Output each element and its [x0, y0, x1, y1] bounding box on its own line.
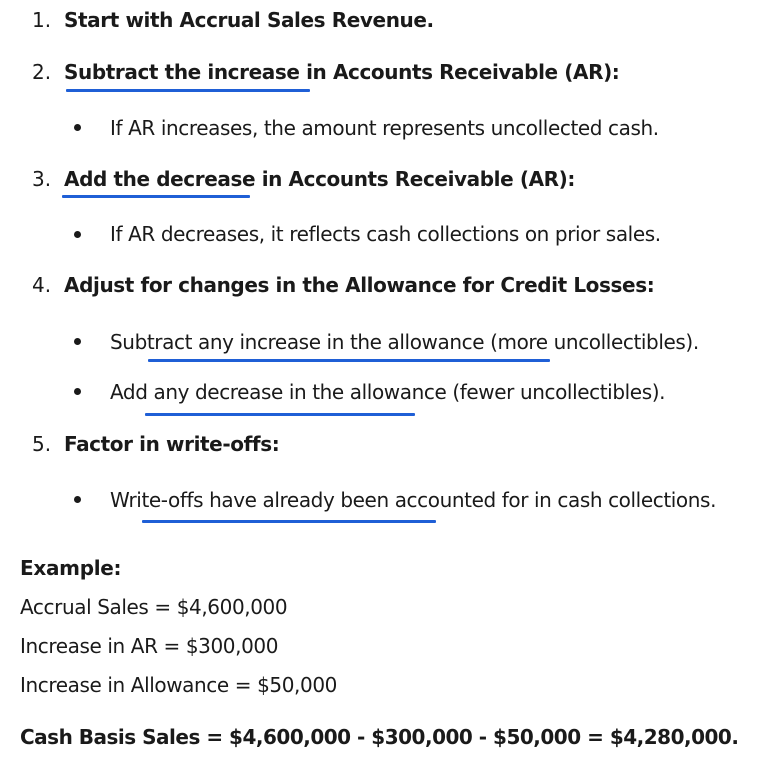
- spelling-underline: [148, 359, 550, 362]
- step-1-number: 1.: [32, 8, 52, 32]
- step-5-title: Factor in write-offs:: [64, 432, 280, 456]
- spelling-underline: [142, 520, 436, 523]
- step-4-bullet-2: Add any decrease in the allowance (fewer uncollectibles).: [110, 380, 666, 404]
- spelling-underline: [66, 89, 310, 92]
- bullet-dot: [74, 124, 81, 131]
- step-3-number: 3.: [32, 167, 52, 191]
- bullet-dot: [74, 231, 81, 238]
- example-result: Cash Basis Sales = $4,600,000 - $300,000 - $50,000 = $4,280,000.: [20, 725, 739, 749]
- step-2-bullet-1: If AR increases, the amount represents uncollected cash.: [110, 116, 659, 140]
- spelling-underline: [145, 413, 415, 416]
- example-heading: Example:: [20, 556, 122, 580]
- spelling-underline: [62, 195, 250, 198]
- step-4-title: Adjust for changes in the Allowance for Credit Losses:: [64, 273, 655, 297]
- step-5-bullet-1: Write-offs have already been accounted for in cash collections.: [110, 488, 717, 512]
- step-3-bullet-1: If AR decreases, it reflects cash collections on prior sales.: [110, 222, 661, 246]
- step-4-bullet-1: Subtract any increase in the allowance (more uncollectibles).: [110, 330, 699, 354]
- step-4-number: 4.: [32, 273, 52, 297]
- step-1-title: Start with Accrual Sales Revenue.: [64, 8, 434, 32]
- example-line-increase-ar: Increase in AR = $300,000: [20, 634, 279, 658]
- example-line-increase-allowance: Increase in Allowance = $50,000: [20, 673, 337, 697]
- step-2-number: 2.: [32, 60, 52, 84]
- step-5-number: 5.: [32, 432, 52, 456]
- step-2-title: Subtract the increase in Accounts Receivable (AR):: [64, 60, 620, 84]
- bullet-dot: [74, 496, 81, 503]
- example-line-accrual-sales: Accrual Sales = $4,600,000: [20, 595, 288, 619]
- step-3-title: Add the decrease in Accounts Receivable (AR):: [64, 167, 576, 191]
- bullet-dot: [74, 338, 81, 345]
- bullet-dot: [74, 388, 81, 395]
